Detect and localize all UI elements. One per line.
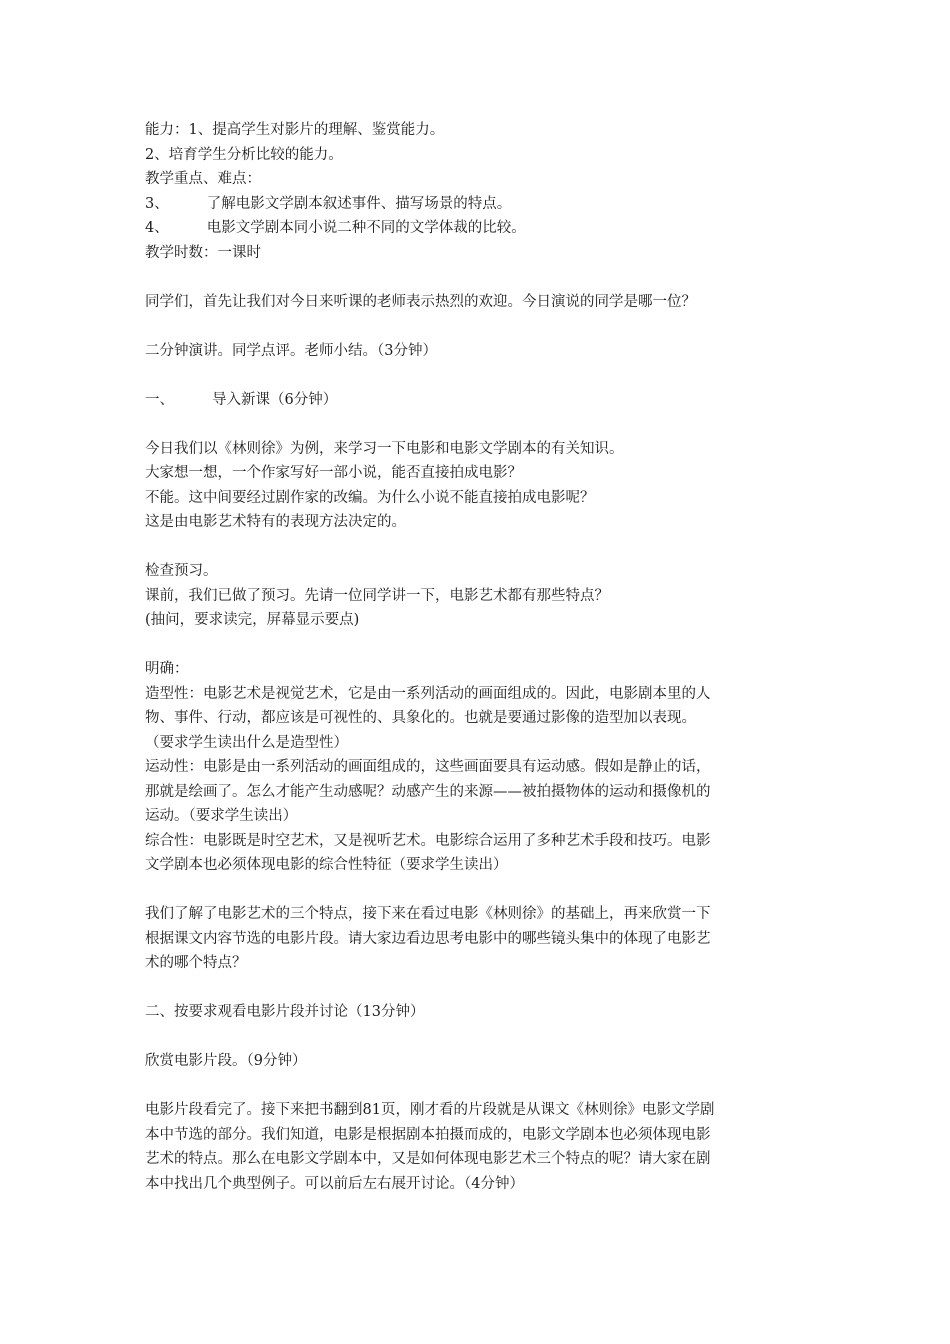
blank-line <box>145 976 810 1001</box>
section-heading: 二、按要求观看电影片段并讨论（13分钟） <box>145 1004 425 1020</box>
blank-line <box>145 1074 810 1099</box>
text-line: 物、事件、行动，都应该是可视性的、具象化的。也就是要通过影像的造型加以表现。 <box>145 710 696 726</box>
text-line: 我们了解了电影艺术的三个特点，接下来在看过电影《林则徐》的基础上，再来欣赏一下 <box>145 906 711 922</box>
text-line: 这是由电影艺术特有的表现方法决定的。 <box>145 514 406 530</box>
item-text: 了解电影文学剧本叙述事件、描写场景的特点。 <box>206 195 512 212</box>
text-line: (抽问，要求读完，屏幕显示要点) <box>145 612 360 628</box>
heading-text: 导入新课（6分钟） <box>212 391 338 408</box>
text-line: 造型性：电影艺术是视觉艺术，它是由一系列活动的画面组成的。因此，电影剧本里的人 <box>145 685 711 702</box>
numbered-item <box>145 192 810 217</box>
blank-line <box>145 412 810 437</box>
item-number: 3、 <box>145 195 169 212</box>
heading-number: 一、 <box>145 391 174 408</box>
text-line: 检查预习。 <box>145 563 218 579</box>
text-line: 今日我们以《林则徐》为例，来学习一下电影和电影文学剧本的有关知识。 <box>145 440 624 457</box>
text-line: 综合性：电影既是时空艺术，又是视听艺术。电影综合运用了多种艺术手段和技巧。电影 <box>145 832 711 849</box>
item-text: 电影文学剧本同小说二种不同的文学体裁的比较。 <box>206 220 526 236</box>
text-line: 欣赏电影片段。（9分钟） <box>145 1053 307 1069</box>
text-line: 明确： <box>145 661 189 677</box>
blank-line <box>145 878 810 903</box>
text-line: 教学重点、难点： <box>145 171 261 187</box>
text-line: 本中节选的部分。我们知道，电影是根据剧本拍摄而成的，电影文学剧本也必须体现电影 <box>145 1126 711 1143</box>
text-line: 艺术的特点。那么在电影文学剧本中，又是如何体现电影艺术三个特点的呢？请大家在剧 <box>145 1151 711 1167</box>
text-line: 运动。（要求学生读出） <box>145 808 298 824</box>
text-line: 本中找出几个典型例子。可以前后左右展开讨论。（4分钟） <box>145 1175 524 1192</box>
text-line: 那就是绘画了。怎么才能产生动感呢？动感产生的来源——被拍摄物体的运动和摄像机的 <box>145 783 711 800</box>
document-body <box>145 118 810 1196</box>
text-line: 二分钟演讲。同学点评。老师小结。（3分钟） <box>145 342 437 359</box>
blank-line <box>145 363 810 388</box>
text-line: 2、培育学生分析比较的能力。 <box>145 146 343 163</box>
blank-line <box>145 1025 810 1050</box>
text-line: 课前，我们已做了预习。先请一位同学讲一下，电影艺术都有那些特点？ <box>145 587 609 604</box>
text-line: 文学剧本也必须体现电影的综合性特征（要求学生读出） <box>145 857 508 873</box>
blank-line <box>145 265 810 290</box>
text-line: 同学们，首先让我们对今日来听课的老师表示热烈的欢迎。今日演说的同学是哪一位？ <box>145 293 696 310</box>
text-line: 大家想一想，一个作家写好一部小说，能否直接拍成电影？ <box>145 465 522 481</box>
text-line: 运动性：电影是由一系列活动的画面组成的，这些画面要具有运动感。假如是静止的话， <box>145 759 711 775</box>
text-line: 根据课文内容节选的电影片段。请大家边看边思考电影中的哪些镜头集中的体现了电影艺 <box>145 930 711 947</box>
item-number: 4、 <box>145 220 169 236</box>
numbered-item <box>145 216 810 241</box>
blank-line <box>145 535 810 560</box>
text-line: 不能。这中间要经过剧作家的改编。为什么小说不能直接拍成电影呢？ <box>145 489 595 506</box>
text-line: （要求学生读出什么是造型性） <box>145 734 348 751</box>
text-line: 教学时数：一课时 <box>145 244 261 261</box>
text-line: 术的哪个特点？ <box>145 955 247 971</box>
text-line: 电影片段看完了。接下来把书翻到81页，刚才看的片段就是从课文《林则徐》电影文学剧 <box>145 1102 715 1118</box>
section-heading <box>145 388 810 413</box>
blank-line <box>145 633 810 658</box>
blank-line <box>145 314 810 339</box>
text-line: 能力：1、提高学生对影片的理解、鉴赏能力。 <box>145 122 445 138</box>
